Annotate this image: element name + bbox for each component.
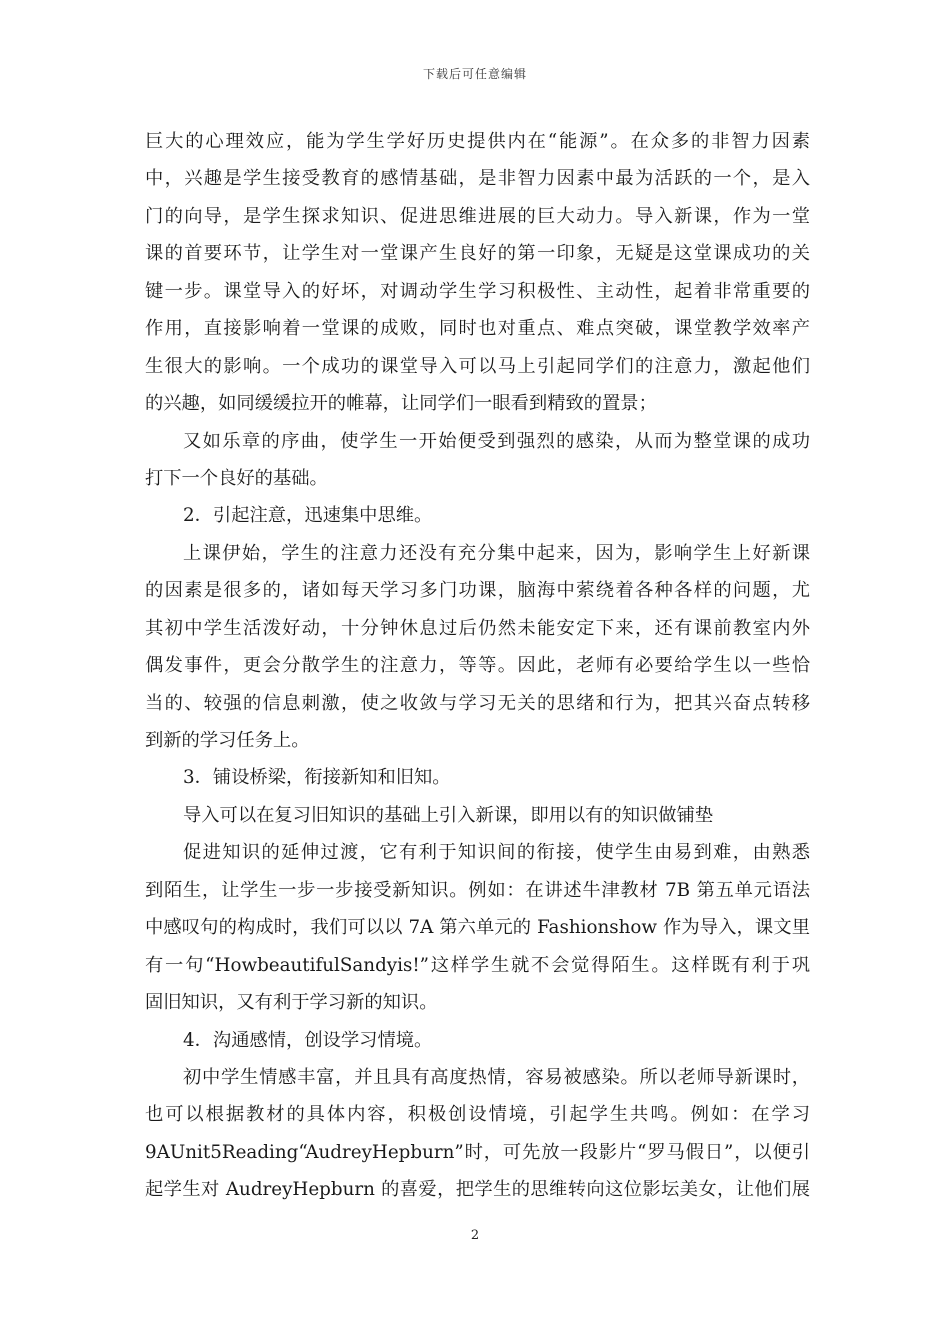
text-line: 中感叹句的构成时，我们可以以 7A 第六单元的 Fashionshow 作为导入，课文里: [145, 917, 810, 939]
text-line: 巨大的心理效应，能为学生学好历史提供内在“能源”。在众多的非智力因素: [145, 131, 810, 152]
text-line: 固旧知识，又有利于学习新的知识。: [145, 992, 438, 1014]
section-heading: 4．沟通感情，创设学习情境。: [183, 1029, 433, 1051]
text-line: 的因素是很多的，诸如每天学习多门功课，脑海中萦绕着各种各样的问题，尤: [145, 580, 810, 602]
text-line: 上课伊始，学生的注意力还没有充分集中起来，因为，影响学生上好新课: [183, 542, 810, 564]
text-line: 到陌生，让学生一步一步接受新知识。例如：在讲述牛津教材 7B 第五单元语法: [145, 879, 810, 901]
text-line: 其初中学生活泼好动，十分钟休息过后仍然未能安定下来，还有课前教室内外: [145, 617, 810, 639]
text-line: 课的首要环节，让学生对一堂课产生良好的第一印象，无疑是这堂课成功的关: [145, 243, 810, 265]
text-line: 生很大的影响。一个成功的课堂导入可以马上引起同学们的注意力，激起他们: [145, 355, 810, 377]
text-line: 的兴趣，如同缓缓拉开的帷幕，让同学们一眼看到精致的置景；: [145, 393, 657, 415]
page-header: 下载后可任意编辑: [422, 67, 527, 81]
text-line: 有一句“HowbeautifulSandyis!”这样学生就不会觉得陌生。这样既有利于巩: [145, 954, 810, 976]
document-body: [145, 123, 810, 1209]
text-line: 促进知识的延伸过渡，它有利于知识间的衔接，使学生由易到难，由熟悉: [183, 842, 810, 864]
text-line: 起学生对 AudreyHepburn 的喜爱，把学生的思维转向这位影坛美女，让他们展: [145, 1179, 810, 1201]
text-line: 9AUnit5Reading“AudreyHepburn”时，可先放一段影片“罗马假日”，以便引: [145, 1141, 810, 1163]
text-line: 到新的学习任务上。: [145, 730, 310, 751]
text-line: 偶发事件，更会分散学生的注意力，等等。因此，老师有必要给学生以一些恰: [145, 655, 810, 677]
page-number: 2: [470, 1228, 480, 1243]
text-line: 当的、较强的信息刺激，使之收敛与学习无关的思绪和行为，把其兴奋点转移: [145, 692, 810, 714]
text-line: 中，兴趣是学生接受教育的感情基础，是非智力因素中最为活跃的一个，是入: [145, 168, 810, 190]
text-line: 也可以根据教材的具体内容，积极创设情境，引起学生共鸣。例如：在学习: [145, 1104, 810, 1126]
text-line: 导入可以在复习旧知识的基础上引入新课，即用以有的知识做铺垫: [183, 804, 714, 826]
text-line: 打下一个良好的基础。: [145, 467, 328, 489]
text-line: 键一步。课堂导入的好坏，对调动学生学习积极性、主动性，起着非常重要的: [145, 280, 810, 302]
text-line: 作用，直接影响着一堂课的成败，同时也对重点、难点突破，课堂教学效率产: [145, 318, 810, 340]
section-heading: 2．引起注意，迅速集中思维。: [183, 505, 433, 527]
text-line: 门的向导，是学生探求知识、促进思维进展的巨大动力。导入新课，作为一堂: [145, 205, 810, 227]
section-heading: 3．铺设桥梁，衔接新知和旧知。: [183, 767, 451, 789]
text-line: 又如乐章的序曲，使学生一开始便受到强烈的感染，从而为整堂课的成功: [183, 430, 810, 452]
text-line: 初中学生情感丰富，并且具有高度热情，容易被感染。所以老师导新课时，: [183, 1066, 810, 1088]
